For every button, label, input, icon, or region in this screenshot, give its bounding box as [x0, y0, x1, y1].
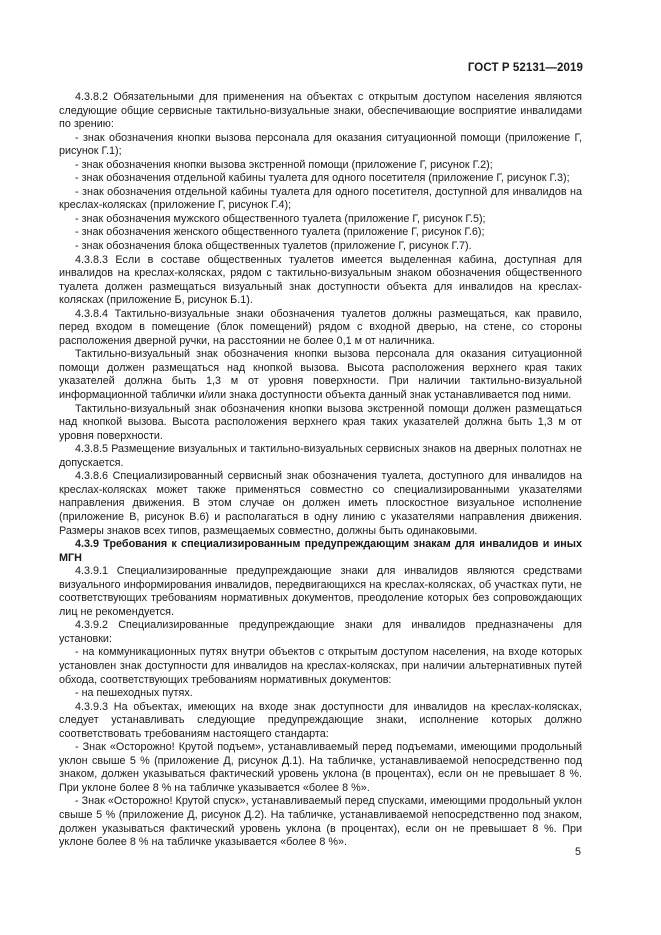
paragraph: - знак обозначения кнопки вызова экстренной помощи (приложение Г, рисунок Г.2); — [75, 158, 493, 171]
paragraph: 4.3.8.4 Тактильно-визуальные знаки обозначения туалетов должны размещаться, как правило, перед входом в помещение (блок помещений) рядом с входной дверью, на стене, со стороны расположения дверной ручки, на расстоянии не более 0,1 м от наличника. — [59, 307, 582, 347]
paragraph: - на пешеходных путях. — [75, 687, 193, 700]
paragraph: 4.3.9.2 Специализированные предупреждающие знаки для инвалидов предназначены для установки: — [59, 619, 582, 645]
paragraph: - Знак «Осторожно! Крутой спуск», устанавливаемый перед спусками, имеющими продольный уклон свыше 5 % (приложение Д, рисунок Д.2). На табличке, устанавливаемой непосредственно под знаком, должен указываться фактический уровень уклона (в процентах), если он не превышает 8 %. При уклоне более 8 % на табличке указывается «более 8 %». — [59, 795, 582, 849]
paragraph: - знак обозначения отдельной кабины туалета для одного посетителя (приложение Г, рисунок Г.3); — [75, 172, 570, 185]
paragraph: - знак обозначения мужского общественного туалета (приложение Г, рисунок Г.5); — [75, 212, 486, 225]
paragraph: Тактильно-визуальный знак обозначения кнопки вызова персонала для оказания ситуационной помощи должен размещаться над кнопкой вызова. Высота расположения верхнего края таких указателей должна быть 1,3 м от уровня поверхности. При наличии тактильно-визуальной информационной таблички и/или знака доступности объекта данный знак устанавливается под ними. — [59, 348, 582, 402]
paragraph: - знак обозначения кнопки вызова персонала для оказания ситуационной помощи (приложение Г, рисунок Г.1); — [59, 131, 582, 158]
document-id-header: ГОСТ Р 52131—2019 — [467, 62, 583, 74]
paragraph: 4.3.9.3 На объектах, имеющих на входе знак доступности для инвалидов на креслах-колясках, следует устанавливать следующие предупреждающие знаки, исполнение которых должно соответствовать требованиям настоящего стандарта: — [59, 700, 582, 740]
paragraph: 4.3.8.2 Обязательными для применения на объектах с открытым доступом населения являются следующие общие сервисные тактильно-визуальные знаки, обеспечивающие восприятие инвалидами по зрению: — [59, 91, 582, 131]
paragraph: - знак обозначения блока общественных туалетов (приложение Г, рисунок Г.7). — [75, 240, 472, 253]
paragraph: - знак обозначения отдельной кабины туалета для одного посетителя, доступной для инвалидов на креслах-колясках (приложение Г, рисунок Г.4); — [59, 185, 582, 212]
document-body — [59, 91, 582, 850]
paragraph: 4.3.8.6 Специализированный сервисный знак обозначения туалета, доступного для инвалидов на креслах-колясках может также применяться совместно со специализированными указателями направления движения. В этом случае он должен иметь плоскостное визуальное исполнение (приложение В, рисунок В.6) и располагаться в одну линию с указателями направления движения. Размеры знаков всех типов, размещаемых совместно, должны быть одинаковыми. — [59, 470, 582, 537]
paragraph: - на коммуникационных путях внутри объектов с открытым доступом населения, на входе которых установлен знак доступности для инвалидов на креслах-колясках, при наличии альтернативных путей обхода, соответствующих требованиям нормативных документов: — [59, 646, 582, 686]
paragraph: 4.3.8.3 Если в составе общественных туалетов имеется выделенная кабина, доступная для инвалидов на креслах-колясках, рядом с тактильно-визуальным знаком обозначения общественного туалета должен размещаться визуальный знак доступности объекта для инвалидов на креслах-колясках (приложение Б, рисунок Б.1). — [59, 253, 582, 307]
paragraph: - знак обозначения женского общественного туалета (приложение Г, рисунок Г.6); — [75, 226, 485, 239]
paragraph: 4.3.8.5 Размещение визуальных и тактильно-визуальных сервисных знаков на дверных полотнах не допускается. — [59, 443, 582, 469]
paragraph: 4.3.9.1 Специализированные предупреждающие знаки для инвалидов являются средствами визуального информирования инвалидов, передвигающихся на креслах-колясках, об участках пути, не соответствующих требованиям нормативных документов, преодоление которых без сопровождающих лиц не рекомендуется. — [59, 565, 582, 618]
paragraph: Тактильно-визуальный знак обозначения кнопки вызова экстренной помощи должен размещаться над кнопкой вызова. Высота расположения верхнего края таких указателей должна быть 1,3 м от уровня поверхности. — [59, 402, 582, 442]
section-heading: 4.3.9 Требования к специализированным предупреждающим знакам для инвалидов и иных МГН — [59, 538, 582, 564]
paragraph: - Знак «Осторожно! Крутой подъем», устанавливаемый перед подъемами, имеющими продольный уклон свыше 5 % (приложение Д, рисунок Д.1). На табличке, устанавливаемой непосредственно под знаком, должен указываться фактический уровень уклона (в процентах), если он не превышает 8 %. При уклоне более 8 % на табличке указывается «более 8 %». — [59, 741, 582, 794]
page-number: 5 — [574, 846, 581, 858]
